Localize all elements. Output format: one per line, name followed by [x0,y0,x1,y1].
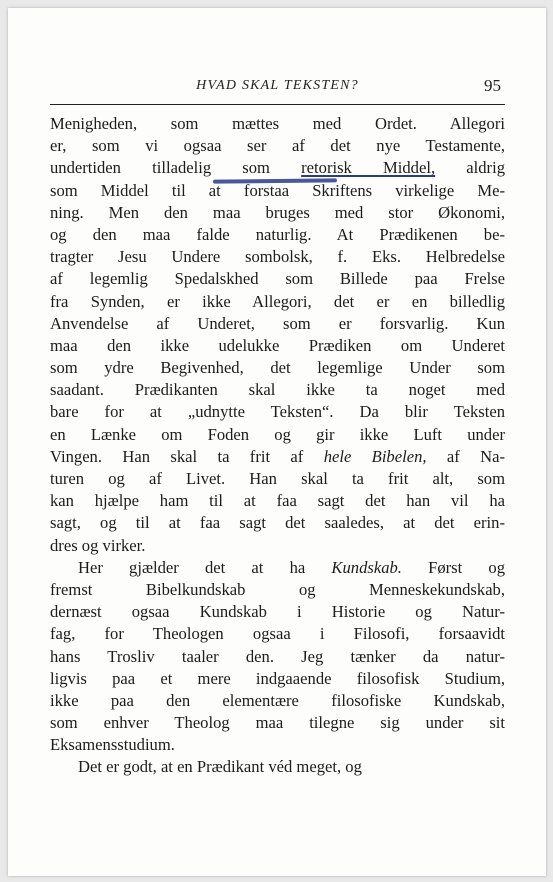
line-text: Det er godt, at en Prædikant véd meget, og [78,757,362,777]
text-line [50,446,505,468]
text-line [50,180,505,202]
line-text: ligvis paa et mere indgaaende filosofisk Studium, [50,668,505,688]
line-text: saadant. Prædikanten skal ikke ta noget med [50,380,505,400]
italic-phrase: Kundskab. [331,557,402,577]
line-text: kan hjælpe ham til at faa sagt det han vil ha [50,491,505,511]
line-text: Her gjælder det at ha [78,557,332,577]
text-line [50,246,505,268]
text-line [50,512,505,534]
running-head: HVAD SKAL TEKSTEN? [196,78,359,93]
text-line [50,468,505,490]
line-text: ikke paa den elementære filosofiske Kundskab, [50,690,505,710]
line-text: dernæst ogsaa Kundskab i Historie og Natur- [50,602,505,622]
text-line [50,424,505,446]
line-text-after: af Na- [426,446,505,466]
italic-phrase: hele Bibelen, [323,446,427,466]
line-text: dres og virker. [50,535,146,555]
text-line [50,601,505,623]
underlined-phrase: retorisk Middel, [301,158,436,178]
text-line [50,490,505,512]
line-text: som ydre Begivenhed, det legemlige Under som [50,358,505,378]
line-text: tragter Jesu Undere sombolsk, f. Eks. Helbredelse [50,247,505,267]
line-text-after: Først og [401,557,505,577]
line-text: sagt, og til at faa sagt det saaledes, at det erin- [50,513,505,533]
text-line [50,357,505,379]
book-page [8,8,546,876]
text-line [50,401,505,423]
line-text: Anvendelse af Underet, som er forsvarlig. Kun [50,313,505,333]
text-line [50,623,505,645]
text-line [50,313,505,335]
text-line [50,690,505,712]
line-text: Menigheden, som mættes med Ordet. Allegori [50,114,505,133]
line-text: fag, for Theologen ogsaa i Filosofi, forsaavidt [50,624,505,644]
line-text: en Lænke om Foden og gir ikke Luft under [50,424,505,444]
page-header [50,78,505,105]
line-text: ning. Men den maa bruges med stor Økonomi, [50,202,505,222]
text-line [50,268,505,290]
text-line [50,291,505,313]
line-text: undertiden tilladelig som [50,158,302,178]
text-line [50,379,505,401]
text-line [50,224,505,246]
text-line [50,756,505,778]
body-text [50,113,505,779]
text-line [50,135,505,157]
text-line [50,712,505,734]
text-line [50,557,505,579]
text-line [50,335,505,357]
line-text-after: aldrig [435,158,505,178]
text-line [50,157,505,179]
text-line [50,113,505,135]
line-text: bare for at „udnytte Teksten“. Da blir Teksten [50,402,505,422]
line-text: turen og af Livet. Han skal ta frit alt, som [50,469,505,488]
line-text: fra Synden, er ikke Allegori, det er en billedlig [50,291,505,311]
text-line [50,579,505,601]
line-text: som enhver Theolog maa tilegne sig under sit [50,713,505,733]
text-line [50,646,505,668]
text-line [50,535,505,557]
line-text: og den maa falde naturlig. At Prædikenen be- [50,224,505,244]
text-line [50,668,505,690]
line-text: fremst Bibelkundskab og Menneskekundskab, [50,579,505,599]
text-line [50,202,505,224]
line-text: Vingen. Han skal ta frit af [50,446,324,466]
line-text: hans Trosliv taaler den. Jeg tænker da natur- [50,646,505,666]
line-text: som Middel til at forstaa Skriftens virkelige Me- [50,180,505,200]
line-text: Eksamensstudium. [50,735,175,755]
page-number: 95 [484,76,501,95]
line-text: maa den ikke udelukke Prædiken om Underet [50,335,505,355]
line-text: er, som vi ogsaa ser af det nye Testamente, [50,136,505,156]
line-text: af legemlig Spedalskhed som Billede paa Frelse [50,269,505,289]
text-line [50,734,505,756]
